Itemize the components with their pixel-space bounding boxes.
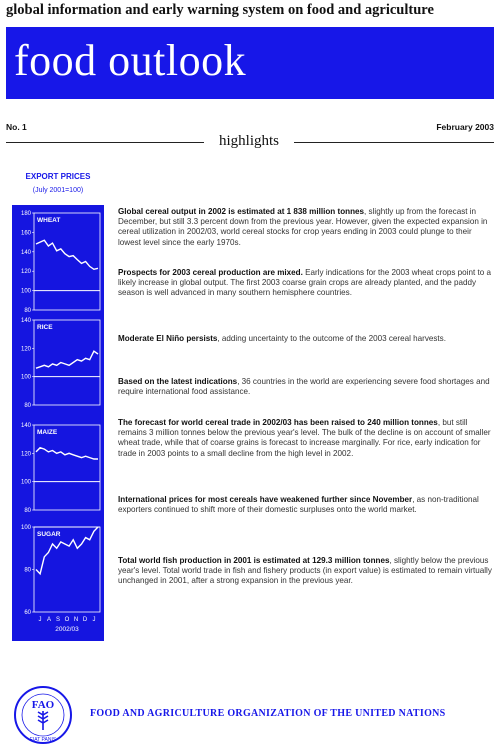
x-tick-label: J [38, 617, 42, 623]
y-tick-label: 100 [20, 479, 31, 486]
x-tick-label: A [46, 617, 52, 623]
chart-frame [34, 320, 100, 405]
x-axis-label: 2002/03 [55, 626, 79, 633]
paragraph-2: Prospects for 2003 cereal production are mixed. Early indications for the 2003 wheat crops point to a likely increase in global output. The first 2003 coarse grain crops are already planted, and the paddy season is well advanced in many southern hemisphere countries. [118, 268, 491, 298]
series-line [36, 351, 98, 368]
y-tick-label: 80 [24, 403, 31, 409]
series-line [36, 240, 98, 269]
y-tick-label: 100 [20, 374, 31, 381]
divider-left [6, 142, 204, 143]
paragraph-3: Moderate El Niño persists, adding uncertainty to the outcome of the 2003 cereal harvests. [118, 334, 446, 343]
chart-title: MAIZE [37, 429, 58, 436]
y-tick-label: 180 [20, 211, 31, 217]
chart-title: SUGAR [37, 531, 61, 538]
y-tick-label: 80 [24, 567, 31, 574]
logo-initials: FAO [31, 699, 55, 711]
organization-name: FOOD AND AGRICULTURE ORGANIZATION OF THE UNITED NATIONS [90, 708, 446, 719]
x-tick-label: O [64, 617, 70, 623]
fao-logo-icon [12, 684, 74, 746]
x-tick-label: S [55, 617, 61, 623]
paragraph-1: Global cereal output in 2002 is estimated at 1 838 million tonnes, slightly up from the forecast in December, but still 3.3 percent down from the previous year. However, given the expected expansion in cereal utilization in 2002/03, world cereal stocks for crop years ending in 2003 could plunge to their lowest level since the early 1970s. [118, 207, 488, 247]
y-tick-label: 160 [20, 230, 31, 237]
y-tick-label: 100 [20, 288, 31, 295]
y-tick-label: 140 [20, 423, 31, 429]
paragraph-7: Total world fish production in 2001 is estimated at 129.3 million tonnes, slightly below the previous year's level. Total world trade in fish and fishery products (in export value) is estimated to remain virtually unchanged in 2001, after a strong expansion in the previous year. [118, 556, 492, 586]
y-tick-label: 140 [20, 318, 31, 324]
paragraph-6: International prices for most cereals have weakened further since November, as non-traditional exporters continued to shift more of their domestic surpluses onto the world market. [118, 495, 479, 515]
export-prices-charts [12, 205, 104, 641]
y-tick-label: 80 [24, 308, 31, 314]
divider-right [294, 142, 494, 143]
chart-frame [34, 213, 100, 310]
paragraph-5: The forecast for world cereal trade in 2002/03 has been raised to 240 million tonnes, but still remains 3 million tonnes below the previous year's level. The bulk of the decline is on account of smaller wheat trade, while that of coarse grains is forecast to increase marginally. For rice, early indication for trade in 2003 points to a small decline from the high level in 2002. [118, 418, 491, 458]
title-banner [6, 27, 494, 99]
x-tick-label: J [92, 617, 96, 623]
publication-title: food outlook [14, 36, 247, 85]
chart-title: RICE [37, 324, 53, 331]
y-tick-label: 140 [20, 249, 31, 256]
y-tick-label: 120 [20, 346, 31, 353]
paragraph-4: Based on the latest indications, 36 countries in the world are experiencing severe food shortages and require international food assistance. [118, 377, 490, 397]
export-prices-chart-panel [12, 205, 104, 641]
export-prices-title: EXPORT PRICES [25, 172, 91, 181]
y-tick-label: 100 [20, 525, 31, 531]
x-tick-label: D [82, 617, 88, 623]
chart-title: WHEAT [37, 217, 61, 224]
chart-frame [34, 425, 100, 510]
issue-date: February 2003 [436, 122, 494, 132]
tagline: global information and early warning system on food and agriculture [6, 2, 434, 18]
x-tick-label: N [73, 617, 79, 623]
logo-motto: FIAT PANIS [29, 737, 57, 743]
y-tick-label: 60 [24, 610, 31, 616]
section-heading: highlights [218, 133, 279, 149]
y-tick-label: 80 [24, 508, 31, 514]
issue-number: No. 1 [6, 122, 27, 132]
export-prices-subtitle: (July 2001=100) [32, 187, 84, 194]
series-line [36, 448, 98, 459]
y-tick-label: 120 [20, 269, 31, 276]
y-tick-label: 120 [20, 451, 31, 458]
